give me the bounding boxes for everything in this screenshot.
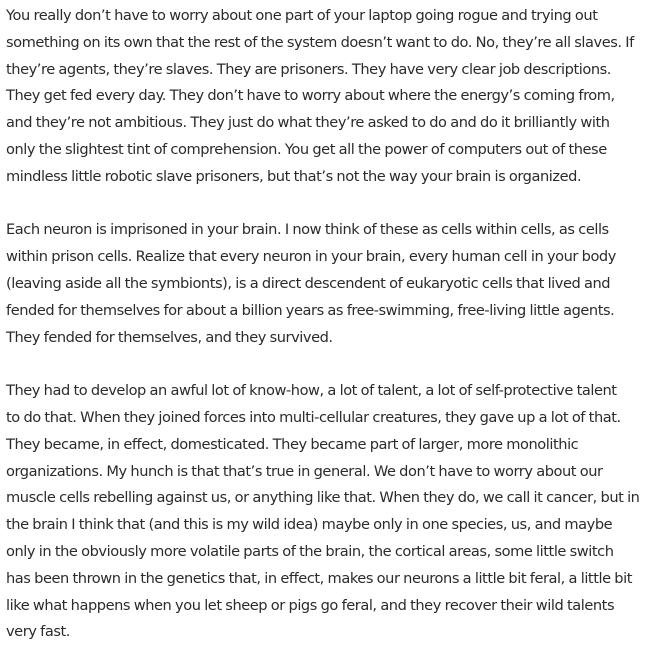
paragraph-spacer xyxy=(6,191,650,218)
text-line: they’re agents, they’re slaves. They are prisoners. They have very clear job descriptions. xyxy=(6,60,611,78)
text-line: They became, in effect, domesticated. They became part of larger, more monolithic xyxy=(6,435,579,453)
text-line: fended for themselves for about a billion years as free-swimming, free-living little agents. xyxy=(6,301,615,319)
text-line: organizations. My hunch is that that’s true in general. We don’t have to worry about our xyxy=(6,462,603,480)
paragraph-3 xyxy=(6,378,650,646)
text-line: only the slightest tint of comprehension. You get all the power of computers out of these xyxy=(6,140,607,158)
text-line: like what happens when you let sheep or pigs go feral, and they recover their wild talents xyxy=(6,596,615,614)
text-line: very fast. xyxy=(6,623,70,641)
text-line: They fended for themselves, and they survived. xyxy=(6,328,333,346)
text-line: within prison cells. Realize that every neuron in your brain, every human cell in your body xyxy=(6,248,616,266)
text-line: You really don’t have to worry about one part of your laptop going rogue and trying out xyxy=(6,7,598,24)
text-line: (leaving aside all the symbionts), is a direct descendent of eukaryotic cells that lived and xyxy=(6,274,611,292)
text-line: to do that. When they joined forces into multi-cellular creatures, they gave up a lot of that. xyxy=(6,408,621,426)
text-line: mindless little robotic slave prisoners, but that’s not the way your brain is organized. xyxy=(6,167,582,185)
text-line: muscle cells rebelling against us, or anything like that. When they do, we call it cancer, but in xyxy=(6,489,640,507)
text-line: and they’re not ambitious. They just do what they’re asked to do and do it brilliantly with xyxy=(6,114,610,132)
text-line: Each neuron is imprisoned in your brain. I now think of these as cells within cells, as cells xyxy=(6,221,609,239)
paragraph-spacer xyxy=(6,351,650,378)
text-line: They had to develop an awful lot of know-how, a lot of talent, a lot of self-protective talent xyxy=(6,382,617,400)
paragraph-2 xyxy=(6,217,650,351)
text-line: has been thrown in the genetics that, in effect, makes our neurons a little bit feral, a little bit xyxy=(6,569,632,587)
text-line: the brain I think that (and this is my wild idea) maybe only in one species, us, and maybe xyxy=(6,516,613,534)
text-line: only in the obviously more volatile parts of the brain, the cortical areas, some little switch xyxy=(6,542,614,560)
text-line: They get fed every day. They don’t have to worry about where the energy’s coming from, xyxy=(6,87,615,105)
text-line: something on its own that the rest of the system doesn’t want to do. No, they’re all slaves. If xyxy=(6,33,634,51)
paragraph-1 xyxy=(6,3,650,191)
article-body xyxy=(6,3,650,646)
